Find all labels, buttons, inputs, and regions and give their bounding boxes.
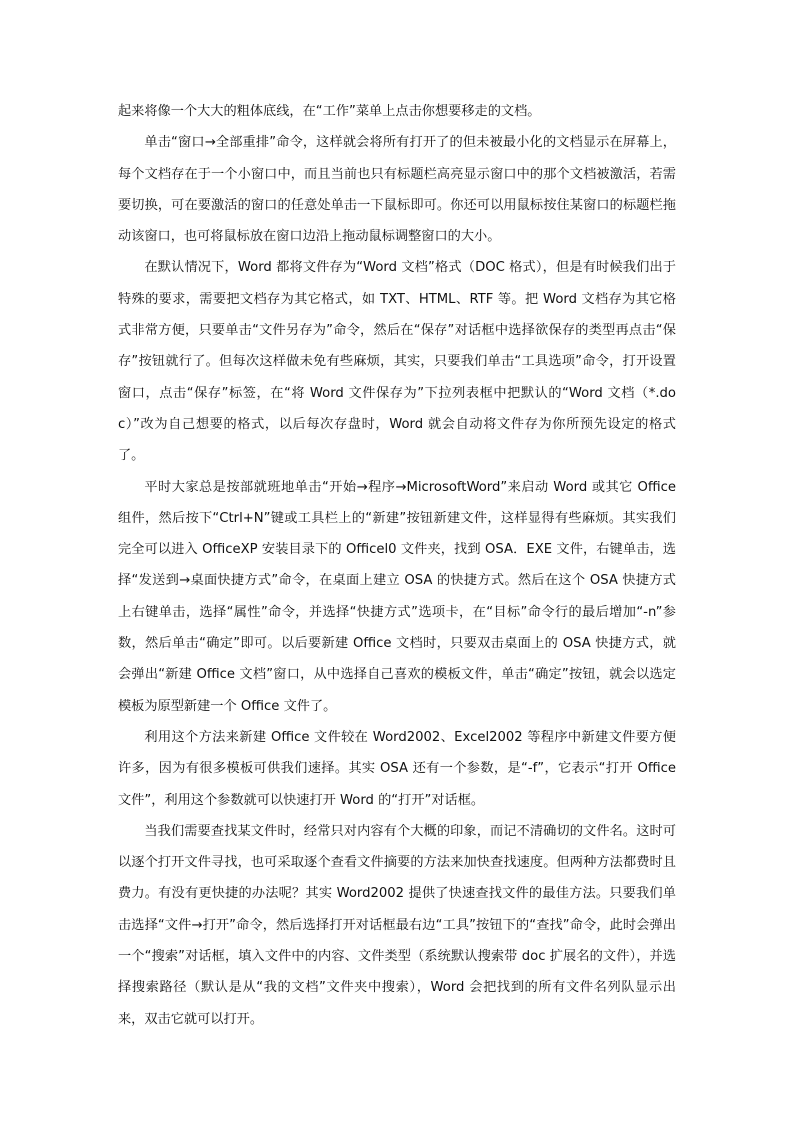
paragraph-5: 利用这个方法来新建 Office 文件较在 Word2002、Excel2002 等程序中新建文件要方便许多，因为有很多模板可供我们速择。其实 OSA 还有一个参数，是“-f”，它表示“打开 Office 文件”，利用这个参数就可以快速打开 Word 的“打开”对话框。 (118, 729, 676, 808)
paragraph-2: 单击“窗口→全部重排”命令，这样就会将所有打开了的但未被最小化的文档显示在屏幕上，每个文档存在于一个小窗口中，而且当前也只有标题栏高亮显示窗口中的那个文档被激活，若需要切换，可在要激活的窗口的任意处单击一下鼠标即可。你还可以用鼠标按住某窗口的标题栏拖动该窗口，也可将鼠标放在窗口边沿上拖动鼠标调整窗口的大小。 (118, 135, 676, 245)
paragraph-6: 当我们需要查找某文件时，经常只对内容有个大概的印象，而记不清确切的文件名。这时可以逐个打开文件寻找，也可采取逐个查看文件摘要的方法来加快查找速度。但两种方法都费时且费力。有没有更快捷的办法呢？其实 Word2002 提供了快速查找文件的最佳方法。只要我们单击选择“文件→打开”命令，然后选择打开对话框最右边“工具”按钮下的“查找”命令，此时会弹出一个“搜索”对话框，填入文件中的内容、文件类型（系统默认搜索带 doc 扩展名的文件），并选择搜索路径（默认是从“我的文档”文件夹中搜索），Word 会把找到的所有文件名列队显示出来，双击它就可以打开。 (118, 823, 676, 1027)
document-page (118, 96, 676, 1035)
paragraph-4: 平时大家总是按部就班地单击“开始→程序→MicrosoftWord”来启动 Word 或其它 Office 组件，然后按下“Ctrl+N”键或工具栏上的“新建”按钮新建文件，这样显得有些麻烦。其实我们完全可以进入 OfficeXP 安装目录下的 Officel0 文件夹，找到 OSA．EXE 文件，右键单击，选择“发送到→桌面快捷方式”命令，在桌面上建立 OSA 的快捷方式。然后在这个 OSA 快捷方式上右键单击，选择“属性”命令，并选择“快捷方式”选项卡，在“目标”命令行的最后增加“-n”参数，然后单击“确定”即可。以后要新建 Office 文档时，只要双击桌面上的 OSA 快捷方式，就会弹出“新建 Office 文档”窗口，从中选择自己喜欢的模板文件，单击“确定”按钮，就会以选定模板为原型新建一个 Office 文件了。 (118, 479, 676, 714)
paragraph-1: 起来将像一个大大的粗体底线，在“工作”菜单上点击你想要移走的文档。 (118, 104, 541, 119)
paragraph-3: 在默认情况下，Word 都将文件存为“Word 文档”格式（DOC 格式），但是有时候我们出于特殊的要求，需要把文档存为其它格式，如 TXT、HTML、RTF 等。把 Word 文档存为其它格式非常方便，只要单击“文件另存为”命令，然后在“保存”对话框中选择欲保存的类型再点击“保存”按钮就行了。但每次这样做未免有些麻烦，其实，只要我们单击“工具选项”命令，打开设置窗口，点击“保存”标签，在“将 Word 文件保存为”下拉列表框中把默认的“Word 文档（*.doc）”改为自己想要的格式，以后每次存盘时，Word 就会自动将文件存为你所预先设定的格式了。 (118, 260, 676, 464)
